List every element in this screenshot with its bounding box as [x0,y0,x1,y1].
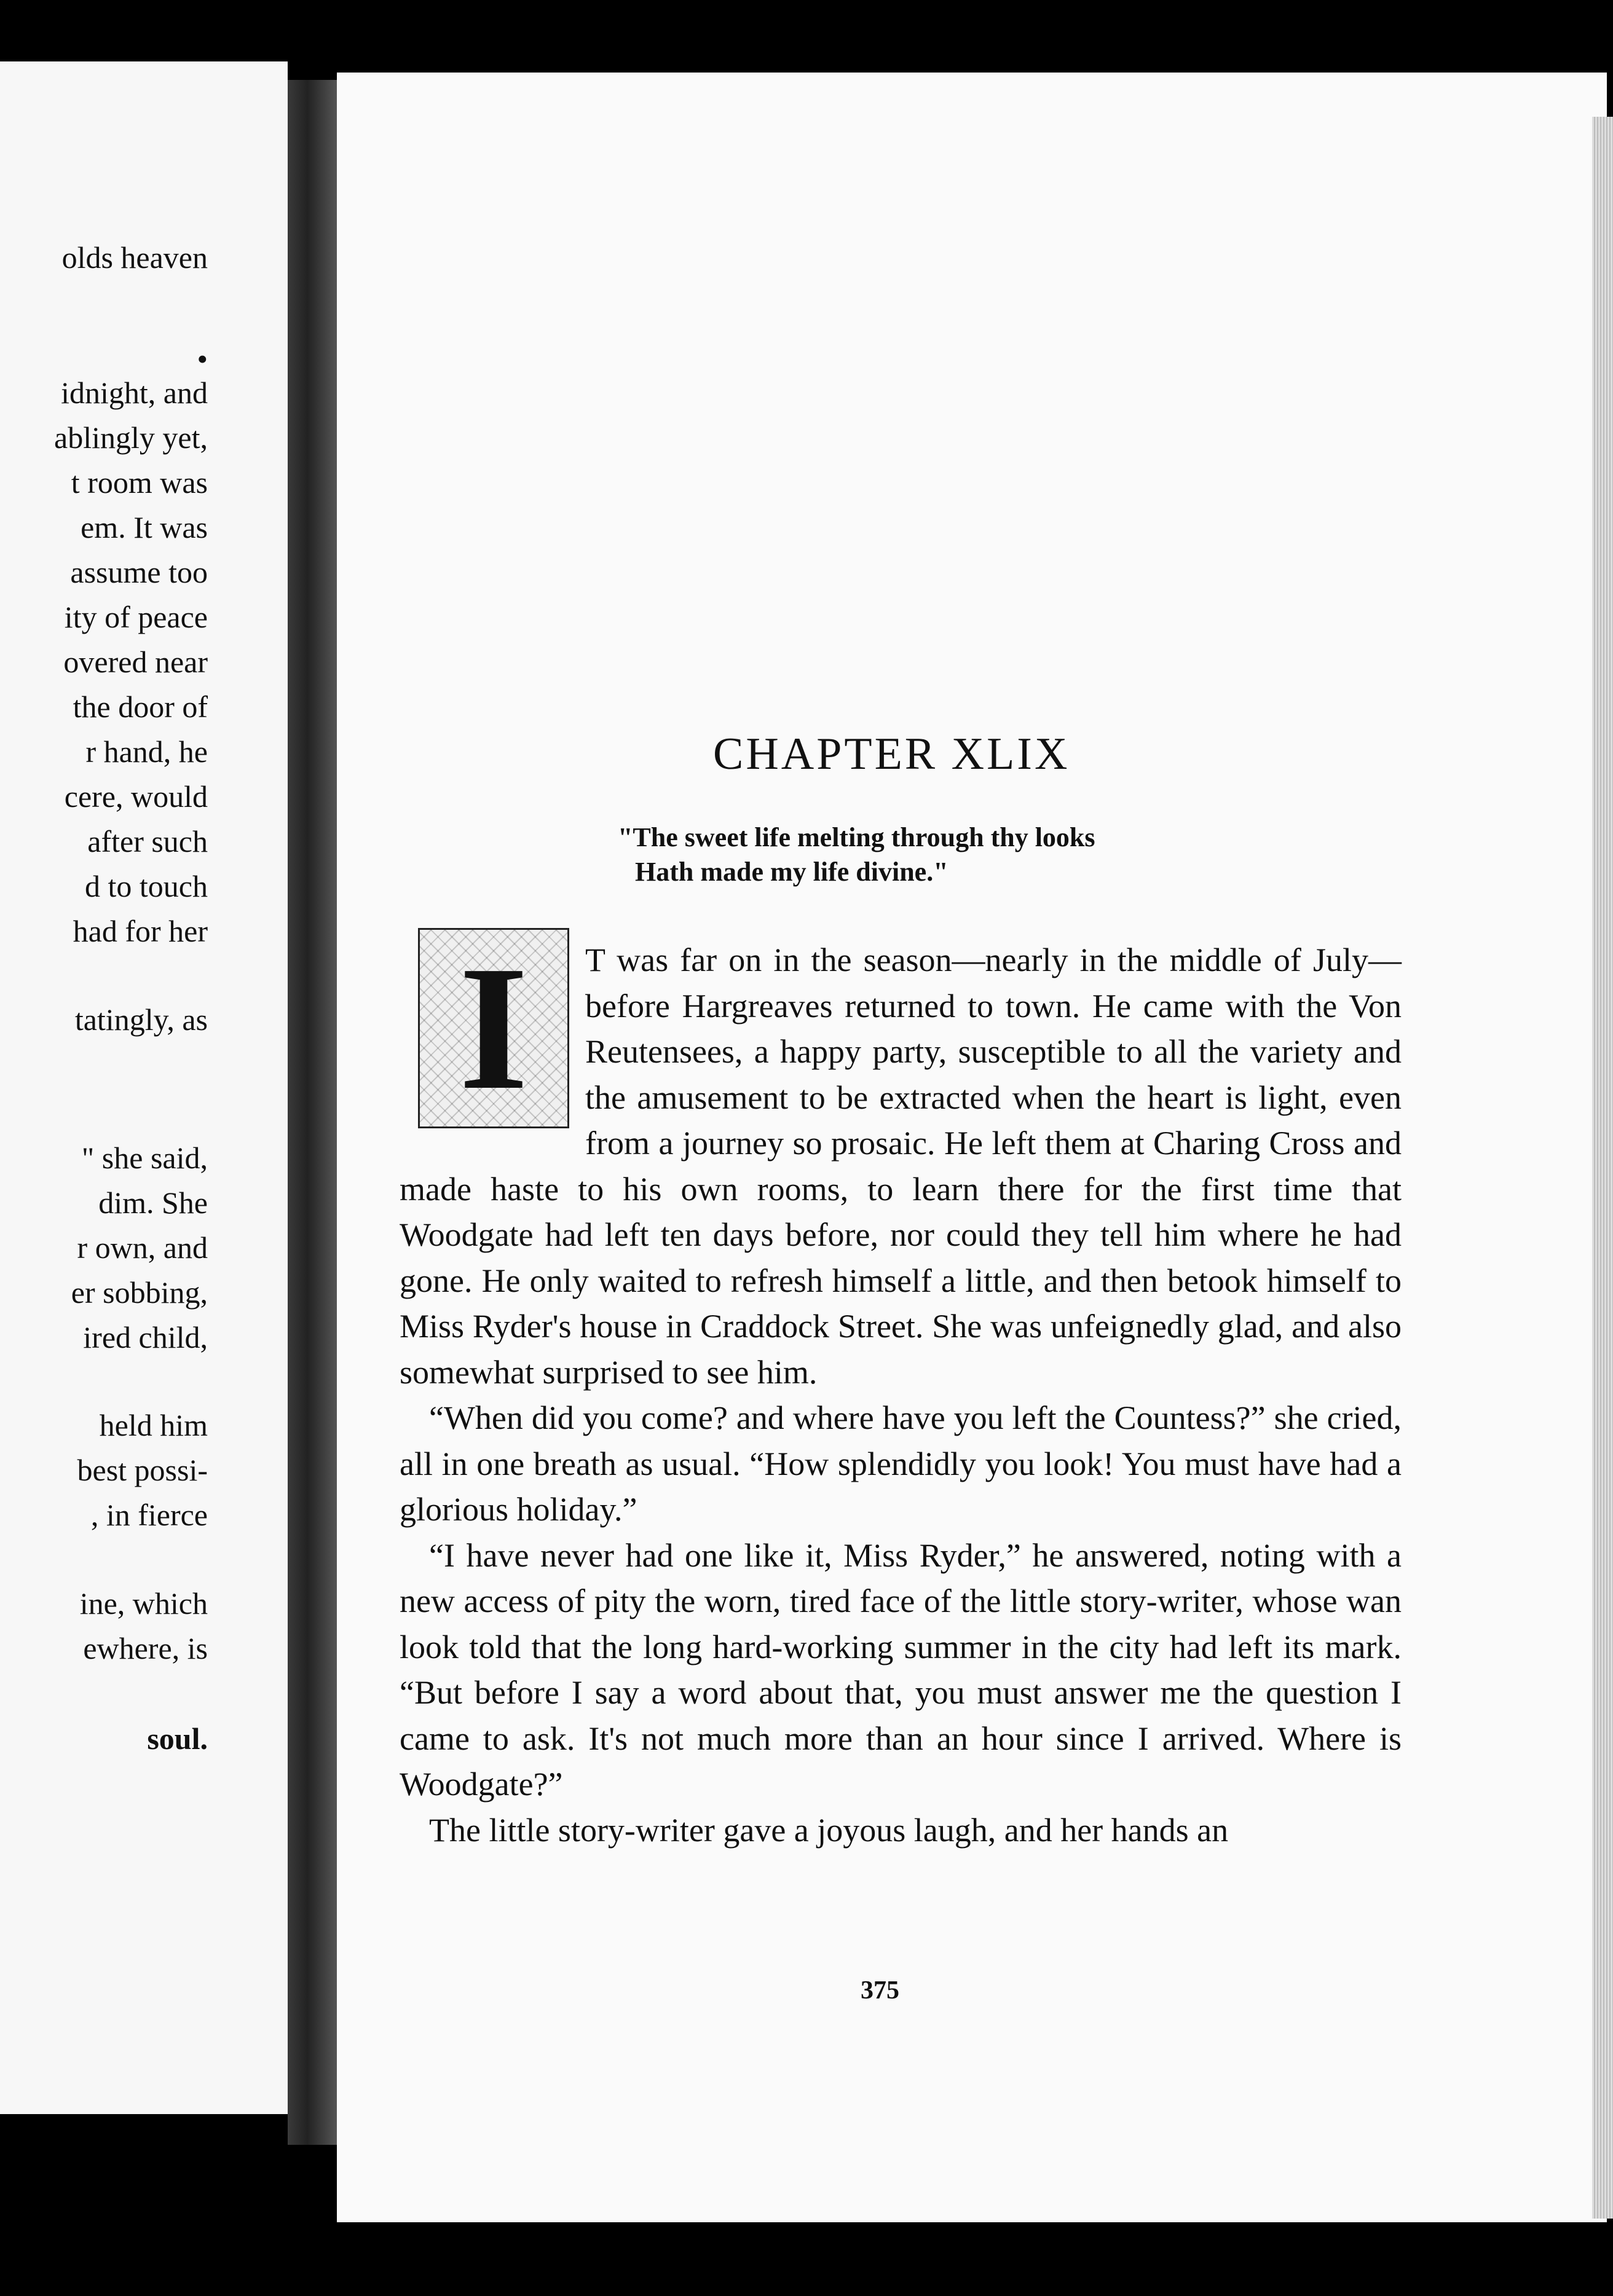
left-page-line: the door of [73,690,208,724]
epigraph-line: Hath made my life divine." [635,857,948,887]
left-page-line: er sobbing, [71,1275,208,1310]
left-page-line: t room was [71,465,208,500]
left-page-line: held him [99,1408,208,1442]
left-page [0,61,288,2114]
left-page-line: soul. [147,1721,208,1756]
page-number: 375 [861,1976,899,2005]
chapter-body [400,929,1402,1853]
left-page-line: best possi- [77,1453,208,1487]
left-page-line: em. It was [81,510,208,545]
left-page-line: ired child, [83,1320,208,1354]
paragraph: T was far on in the season—nearly in the middle of July—before Hargreaves returned to town. He came with the Von Reutensees, a happy party, susceptible to all the variety and the amusement to be extracted when the heart is light, even from a journey so prosaic. He left them at Charing Cross and made haste to his own rooms, to learn there for the first time that Woodgate had left ten days before, nor could they tell him where he had gone. He only waited to refresh himself a little, and then betook himself to Miss Ryder's house in Craddock Street. She was unfeignedly glad, and also somewhat surprised to see him. [400,942,1402,1391]
left-page-line: tatingly, as [74,1002,208,1037]
left-page-line: olds heaven [61,240,208,275]
left-page-line: r hand, he [85,734,208,769]
left-page-line: assume too [70,555,208,589]
left-page-line: d to touch [85,869,208,903]
left-page-line: after such [87,824,208,859]
left-page-line: " she said, [81,1141,208,1175]
chapter-title: CHAPTER XLIX [713,729,1070,779]
drop-cap-letter: I [459,929,529,1126]
paragraph: “I have never had one like it, Miss Ryder,” he answered, noting with a new access of pity the worn, tired face of the little story-writer, whose wan look told that the long hard-working summer in the city had left its mark. “But before I say a word about that, you must answer me the question I came to ask. It's not much more than an hour since I arrived. Where is Woodgate?” [400,1536,1402,1803]
left-page-line: ity of peace [64,600,208,634]
left-page-line: ine, which [79,1586,208,1621]
left-page-line: dim. She [98,1185,208,1220]
left-page-line: ablingly yet, [54,420,208,455]
epigraph [618,820,1095,889]
left-page-line: , in fierce [90,1498,208,1532]
page-edge [1592,117,1613,2219]
left-page-line: had for her [73,914,208,948]
paragraph: The little story-writer gave a joyous laugh, and her hands an [429,1811,1229,1849]
epigraph-line: "The sweet life melting through thy looks [618,822,1095,852]
left-page-line: overed near [63,645,208,679]
book-spine [288,80,337,2145]
left-page-line: r own, and [77,1230,208,1265]
paragraph: “When did you come? and where have you left the Countess?” she cried, all in one breath as usual. “How splendidly you look! You must have had a glorious holiday.” [400,1399,1402,1528]
left-page-line: cere, would [64,779,208,814]
left-page-line: idnight, and [61,375,208,410]
left-page-line: • [197,342,208,376]
left-page-line: ewhere, is [83,1631,208,1665]
